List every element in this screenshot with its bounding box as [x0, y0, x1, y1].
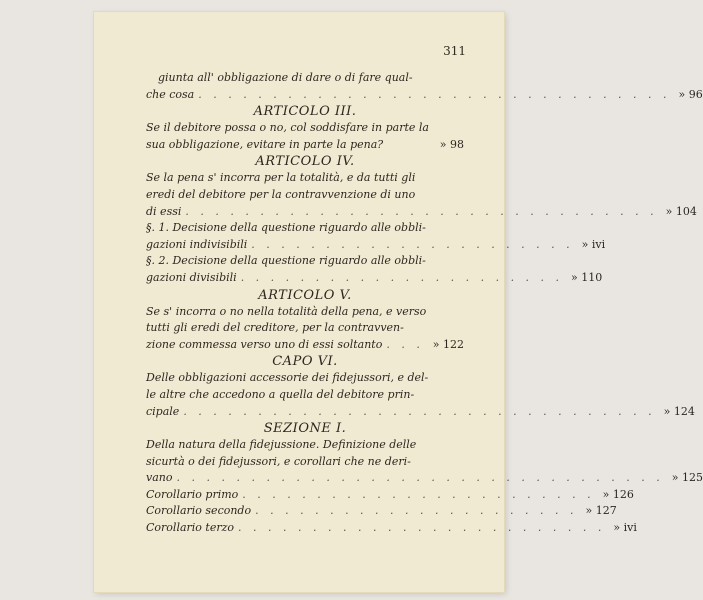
- page-reference: » ivi: [613, 521, 637, 535]
- toc-text: giunta all' obbligazione di dare o di fare qual-: [158, 71, 413, 84]
- toc-line: [146, 370, 464, 387]
- section-heading: ARTICOLO V.: [258, 287, 352, 303]
- toc-text: Se il debitore possa o no, col soddisfare in parte la: [146, 121, 429, 135]
- dot-leader: . . . . . . . . . . . . . . . . . . . . . . . . .: [238, 521, 606, 535]
- toc-line: [146, 170, 464, 187]
- toc-text: gazioni divisibili: [146, 270, 237, 284]
- toc-line: [146, 437, 464, 454]
- page-reference: » 122: [432, 337, 464, 351]
- toc-text: Se la pena s' incorra per la totalità, e da tutti gli: [146, 171, 416, 185]
- toc-line: [146, 187, 464, 204]
- toc-text: sicurtà o dei fidejussori, e corollari che ne deri-: [146, 454, 411, 468]
- page-reference: » 98: [439, 137, 464, 151]
- toc-text: cipale: [146, 404, 180, 418]
- book-page: [94, 12, 703, 592]
- toc-line: [146, 520, 637, 537]
- page-reference: » 124: [663, 404, 695, 418]
- section-heading: SEZIONE I.: [263, 421, 347, 437]
- section-heading: ARTICOLO IV.: [255, 154, 355, 170]
- toc-text: di essi: [146, 204, 182, 218]
- toc-line: [146, 253, 464, 270]
- toc-text: che cosa: [146, 87, 195, 101]
- toc-text: Corollario terzo: [146, 521, 235, 535]
- toc-line: [146, 320, 464, 337]
- toc-text: le altre che accedono a quella del debitore prin-: [146, 387, 415, 401]
- toc-line: [146, 270, 603, 287]
- dot-leader: . . . . . . . . . . . . . . . . . . . . . .: [240, 270, 564, 284]
- toc-line: [146, 204, 697, 221]
- page-reference: » 96: [678, 87, 703, 101]
- toc-text: §. 1. Decisione della questione riguardo alle obbli-: [146, 221, 426, 235]
- toc-line: [146, 503, 617, 520]
- toc-line: [146, 237, 606, 254]
- toc-text: §. 2. Decisione della questione riguardo alle obbli-: [146, 254, 426, 268]
- page-reference: » ivi: [581, 237, 606, 251]
- page-number: 311: [443, 44, 466, 58]
- toc-line: [146, 137, 464, 154]
- toc-text: zione commessa verso uno di essi soltanto: [146, 337, 383, 351]
- toc-text: Corollario secondo: [146, 504, 252, 518]
- toc-line: [146, 387, 464, 404]
- dot-leader: . . . . . . . . . . . . . . . . . . . . . .: [251, 237, 574, 251]
- dot-leader: . . . . . . . . . . . . . . . . . . . . . .: [255, 504, 578, 518]
- toc-line: [146, 220, 464, 237]
- toc-text: vano: [146, 471, 173, 485]
- dot-leader: . . . . . . . . . . . . . . . . . . . . . . . . . . . . . . . .: [185, 204, 658, 218]
- toc-line: [146, 304, 464, 321]
- dot-leader: . . . . . . . . . . . . . . . . . . . . . . . . . . . . . . . .: [198, 87, 671, 101]
- toc-text: eredi del debitore per la contravvenzione di uno: [146, 187, 416, 201]
- toc-line: [146, 454, 464, 471]
- toc-text: Della natura della fidejussione. Definizione delle: [146, 438, 417, 452]
- section-heading: ARTICOLO III.: [253, 104, 357, 120]
- page-reference: » 110: [571, 270, 603, 284]
- section-heading: CAPO VI.: [272, 354, 338, 370]
- page-reference: » 126: [602, 487, 634, 501]
- toc-line: [146, 337, 464, 354]
- toc-line: [146, 487, 634, 504]
- toc-line: [146, 404, 695, 421]
- dot-leader: . . . . . . . . . . . . . . . . . . . . . . . . . . . . . . . . .: [176, 471, 664, 485]
- toc-text: tutti gli eredi del creditore, per la contravven-: [146, 321, 404, 335]
- toc-line: [146, 470, 703, 487]
- table-of-contents: [146, 70, 703, 537]
- page-reference: » 104: [665, 204, 697, 218]
- toc-text: gazioni indivisibili: [146, 237, 248, 251]
- dot-leader: . . .: [386, 337, 424, 351]
- toc-text: Delle obbligazioni accessorie dei fidejussori, e del-: [146, 371, 429, 385]
- toc-line: [146, 87, 703, 104]
- toc-line: [146, 120, 464, 137]
- toc-text: sua obbligazione, evitare in parte la pena?: [146, 137, 384, 151]
- page-reference: » 127: [585, 504, 617, 518]
- dot-leader: . . . . . . . . . . . . . . . . . . . . . . . . . . . . . . . .: [183, 404, 656, 418]
- dot-leader: . . . . . . . . . . . . . . . . . . . . . . . .: [242, 487, 595, 501]
- page-reference: » 125: [671, 471, 703, 485]
- toc-text: Corollario primo: [146, 487, 239, 501]
- toc-line: [146, 70, 464, 87]
- toc-text: Se s' incorra o no nella totalità della pena, e verso: [146, 304, 427, 318]
